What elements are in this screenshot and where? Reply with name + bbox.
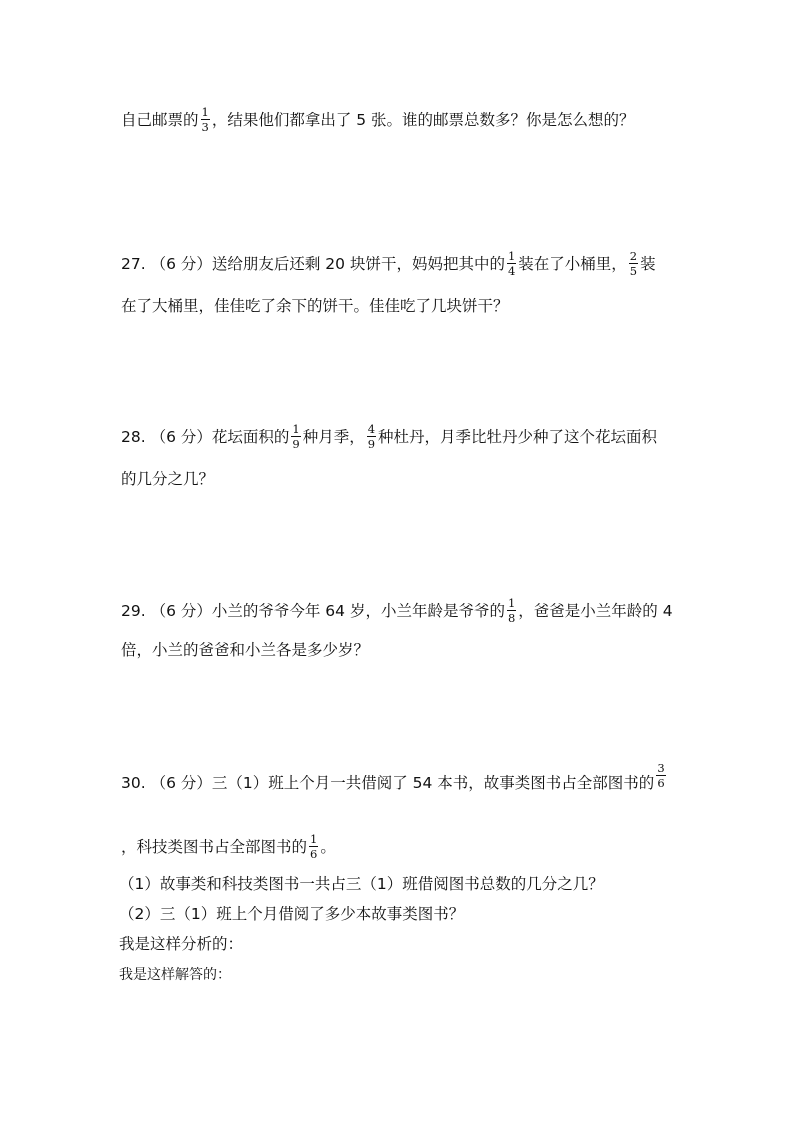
q29-line-2: 倍，小兰的爸爸和小兰各是多少岁？ xyxy=(121,641,370,659)
q26-text-a: 自己邮票的 xyxy=(121,111,199,129)
q29-text-a: 29. （6 分）小兰的爷爷今年 64 岁，小兰年龄是爷爷的 xyxy=(121,602,505,620)
q30-text-a: 30. （6 分）三（1）班上个月一共借阅了 54 本书，故事类图书占全部图书的 xyxy=(121,774,655,792)
q26-continuation-line xyxy=(121,107,635,134)
q27-line-2: 在了大桶里，佳佳吃了余下的饼干。佳佳吃了几块饼干？ xyxy=(121,297,509,315)
q30-sub-question-2: （2）三（1）班上个月借阅了多少本故事类图书？ xyxy=(119,905,465,923)
q30-text-l2b: 。 xyxy=(320,838,336,856)
q26-text-b: ，结果他们都拿出了 5 张。谁的邮票总数多？你是怎么想的？ xyxy=(211,111,635,129)
q27-text-b: 装在了小桶里， xyxy=(518,255,627,273)
q30-line-1 xyxy=(121,761,668,797)
q28-text-c: 种杜丹，月季比牡丹少种了这个花坛面积 xyxy=(378,428,658,446)
q30-sub-question-1: （1）故事类和科技类图书一共占三（1）班借阅图书总数的几分之几？ xyxy=(119,875,604,893)
q29-text-b: ，爸爸是小兰年龄的 4 xyxy=(518,602,673,620)
fraction-one-quarter: $\frac{1}{4}$ xyxy=(507,249,516,278)
q29-line-1 xyxy=(121,598,673,625)
fraction-one-third: $\frac{1}{3}$ xyxy=(201,105,209,134)
q30-answer-label: 我是这样解答的： xyxy=(119,967,231,983)
fraction-one-eighth: $\frac{1}{8}$ xyxy=(507,596,516,625)
q30-text-l2a: ，科技类图书占全部图书的 xyxy=(121,838,308,856)
q28-text-a: 28. （6 分）花坛面积的 xyxy=(121,428,290,446)
fraction-four-ninths: $\frac{4}{9}$ xyxy=(367,422,376,451)
fraction-one-ninth: $\frac{1}{9}$ xyxy=(292,422,300,451)
q27-line-1 xyxy=(121,251,656,278)
fraction-three-sixths: $\frac{3}{6}$ xyxy=(657,761,665,790)
q27-text-c: 装 xyxy=(640,255,656,273)
q28-text-b: 种月季， xyxy=(302,428,365,446)
q28-line-2: 的几分之几？ xyxy=(121,470,215,488)
q30-line-2 xyxy=(121,834,336,861)
q27-text-a: 27. （6 分）送给朋友后还剩 20 块饼干，妈妈把其中的 xyxy=(121,255,505,273)
fraction-two-fifths: $\frac{2}{5}$ xyxy=(629,249,638,278)
q28-line-1 xyxy=(121,424,657,451)
q30-analysis-label: 我是这样分析的： xyxy=(119,935,244,953)
fraction-one-sixth: $\frac{1}{6}$ xyxy=(310,832,318,861)
